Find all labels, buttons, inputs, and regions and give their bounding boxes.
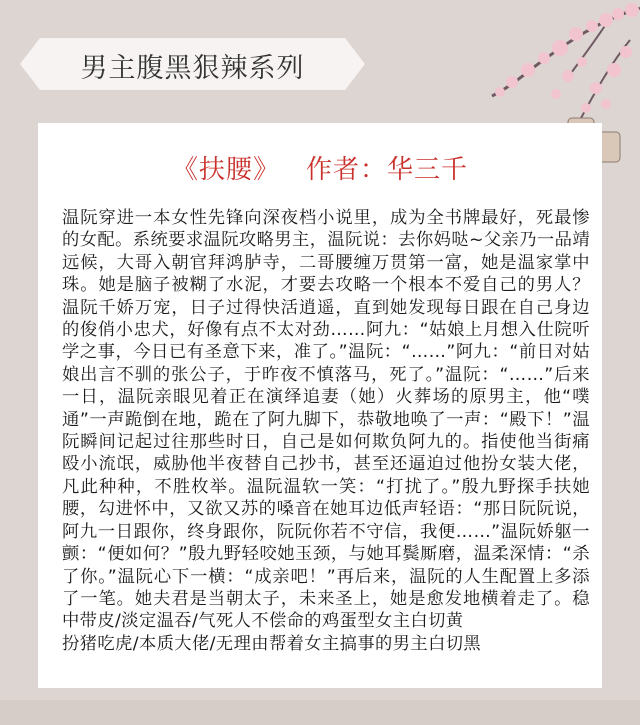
book-heading [38, 149, 602, 186]
synopsis-tags: 扮猪吃虎/本质大佬/无理由帮着女主搞事的男主白切黑 [62, 633, 482, 654]
book-title: 《扶腰》 [171, 155, 280, 185]
book-author: 作者：华三千 [306, 155, 469, 185]
header-banner [40, 38, 345, 90]
synopsis-body: 温阮穿进一本女性先锋向深夜档小说里，成为全书牌最好，死最惨的女配。系统要求温阮攻略男主，温阮说：去你妈哒~父亲乃一品靖远候，大哥入朝官拜鸿胪寺，二哥腰缠万贯第一富，她是温家掌中珠。她是脑子被糊了水泥，才要去攻略一个根本不爱自己的男人？温阮千娇万宠，日子过得快活逍遥，直到她发现每日跟在自己身边的俊俏小忠犬，好像有点不太对劲……阿九：“姑娘上月想入仕院听学之事，今日已有圣意下来，准了。”温阮：“……”阿九：“前日对姑娘出言不驯的张公子，于昨夜不慎落马，死了。”温阮：“……”后来一日，温阮亲眼见着正在演绎追妻（她）火葬场的原男主，他“噗通”一声跪倒在地，跪在了阿九脚下，恭敬地唤了一声：“殿下！”温阮瞬间记起过往那些时日，自己是如何欺负阿九的。指使他当街痛殴小流氓，威胁他半夜替自己抄书，甚至还逼迫过他扮女装大佬，凡此种种，不胜枚举。温阮温软一笑：“打扰了。”殷九野探手扶她腰，勾进怀中，又欲又苏的嗓音在她耳边低声轻语：“那日阮阮说，阿九一日跟你，终身跟你，阮阮你若不守信，我便……”温阮娇躯一颤：“便如何？”殷九野轻咬她玉颈，与她耳鬓厮磨，温柔深情：“杀了你。”温阮心下一横：“成亲吧！”再后来，温阮的人生配置上多添了一笔。她夫君是当朝太子，未来圣上，她是愈发地横着走了。稳中带皮/淡定温吞/气死人不偿命的鸡蛋型女主白切黄 [62, 208, 590, 632]
synopsis-card [38, 123, 602, 688]
synopsis-text [62, 207, 590, 655]
page-title: 男主腹黑狠辣系列 [80, 53, 305, 84]
footer-strip [0, 700, 640, 725]
